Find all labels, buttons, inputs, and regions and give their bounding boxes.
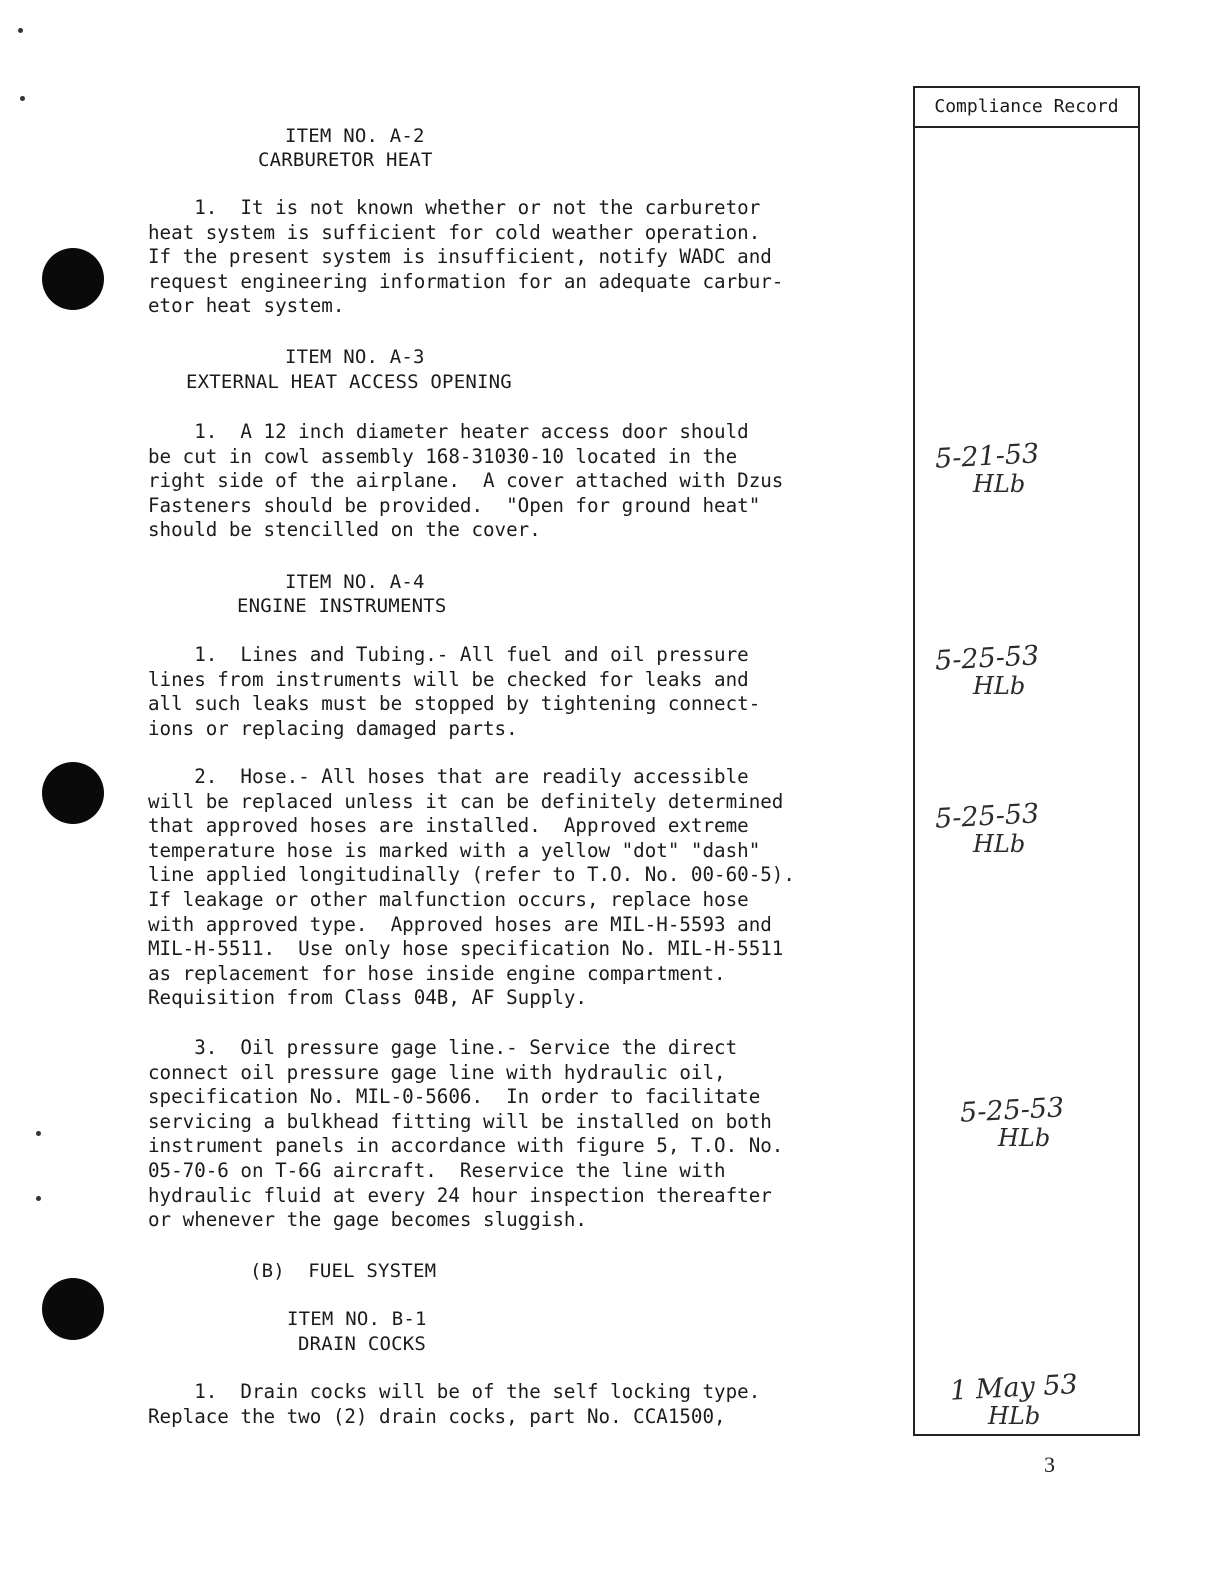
text-line: right side of the airplane. A cover attached with Dzus	[148, 469, 784, 493]
text-line: be cut in cowl assembly 168-31030-10 located in the	[148, 444, 738, 468]
punch-hole-middle	[42, 762, 104, 824]
compliance-initials: HLb	[973, 830, 1026, 858]
item-a2-number: ITEM NO. A-2	[285, 125, 425, 147]
text-line: MIL-H-5511. Use only hose specification No. MIL-H-5511	[148, 937, 784, 961]
text-line: heat system is sufficient for cold weather operation.	[148, 220, 761, 244]
text-line: request engineering information for an adequate carbur-	[148, 269, 784, 293]
item-b1-title: DRAIN COCKS	[298, 1333, 427, 1355]
compliance-date: 5-25-53	[934, 640, 1040, 677]
text-line: specification No. MIL-0-5606. In order to facilitate	[148, 1085, 761, 1109]
text-line: If leakage or other malfunction occurs, replace hose	[148, 887, 749, 911]
punch-hole-bottom	[42, 1278, 104, 1340]
text-line: 2. Hose.- All hoses that are readily accessible	[148, 765, 749, 788]
text-line: servicing a bulkhead fitting will be installed on both	[148, 1109, 772, 1133]
page-number: 3	[1044, 1452, 1055, 1477]
section-b-heading: (B) FUEL SYSTEM	[250, 1260, 437, 1282]
item-b1-number: ITEM NO. B-1	[287, 1308, 427, 1330]
item-a4-paragraph-3	[148, 1036, 848, 1233]
compliance-entry-a4-2	[935, 800, 1115, 858]
item-a3-paragraph-1	[148, 420, 848, 543]
item-a4-paragraph-2	[148, 765, 848, 1011]
text-line: or whenever the gage becomes sluggish.	[148, 1208, 587, 1232]
text-line: 1. A 12 inch diameter heater access door should	[148, 420, 749, 443]
text-line: temperature hose is marked with a yellow "dot" "dash"	[148, 838, 761, 862]
text-line: line applied longitudinally (refer to T.O. No. 00-60-5).	[148, 863, 795, 887]
compliance-record-header: Compliance Record	[915, 88, 1138, 128]
text-line: ions or replacing damaged parts.	[148, 716, 518, 740]
text-line: all such leaks must be stopped by tightening connect-	[148, 692, 761, 716]
paper-speck	[36, 1196, 41, 1201]
text-line: with approved type. Approved hoses are MIL-H-5593 and	[148, 912, 772, 936]
item-a4-number: ITEM NO. A-4	[285, 571, 425, 593]
item-a4-title: ENGINE INSTRUMENTS	[237, 595, 447, 617]
text-line: Requisition from Class 04B, AF Supply.	[148, 986, 587, 1010]
text-line: Fasteners should be provided. "Open for ground heat"	[148, 493, 761, 517]
text-line: that approved hoses are installed. Approved extreme	[148, 814, 749, 838]
text-line: etor heat system.	[148, 294, 345, 318]
item-a2-title: CARBURETOR HEAT	[258, 149, 433, 171]
paper-speck	[36, 1131, 41, 1136]
item-a3-number: ITEM NO. A-3	[285, 346, 425, 368]
item-b1-paragraph-1	[148, 1380, 848, 1429]
compliance-entry-a4-1	[935, 642, 1115, 700]
compliance-entry-a3	[935, 440, 1115, 498]
text-line: as replacement for hose inside engine compartment.	[148, 961, 726, 985]
item-a2-paragraph-1	[148, 196, 848, 319]
item-a3-title: EXTERNAL HEAT ACCESS OPENING	[186, 371, 512, 393]
compliance-date: 5-21-53	[934, 438, 1040, 475]
compliance-initials: HLb	[973, 470, 1026, 498]
text-line: 1. It is not known whether or not the carburetor	[148, 196, 761, 219]
text-line: hydraulic fluid at every 24 hour inspection thereafter	[148, 1183, 772, 1207]
text-line: lines from instruments will be checked for leaks and	[148, 667, 749, 691]
punch-hole-top	[42, 248, 104, 310]
compliance-initials: HLb	[998, 1124, 1051, 1152]
paper-speck	[20, 96, 25, 101]
text-line: instrument panels in accordance with figure 5, T.O. No.	[148, 1134, 784, 1158]
text-line: will be replaced unless it can be definitely determined	[148, 789, 784, 813]
text-line: 05-70-6 on T-6G aircraft. Reservice the line with	[148, 1158, 726, 1182]
text-line: If the present system is insufficient, notify WADC and	[148, 245, 772, 269]
compliance-initials: HLb	[988, 1402, 1041, 1430]
compliance-record-box	[913, 86, 1140, 1436]
paper-speck	[18, 28, 23, 33]
compliance-entry-a4-3	[960, 1094, 1140, 1152]
text-line: Replace the two (2) drain cocks, part No. CCA1500,	[148, 1404, 726, 1428]
text-line: connect oil pressure gage line with hydraulic oil,	[148, 1060, 726, 1084]
text-line: 1. Drain cocks will be of the self locking type.	[148, 1380, 761, 1403]
text-line: 3. Oil pressure gage line.- Service the direct	[148, 1036, 738, 1059]
text-line: 1. Lines and Tubing.- All fuel and oil pressure	[148, 643, 749, 666]
text-line: should be stencilled on the cover.	[148, 518, 541, 542]
compliance-initials: HLb	[973, 672, 1026, 700]
item-a4-paragraph-1	[148, 643, 848, 741]
compliance-date: 5-25-53	[934, 798, 1040, 835]
compliance-date: 5-25-53	[959, 1092, 1065, 1129]
compliance-date: 1 May 53	[949, 1369, 1079, 1407]
compliance-entry-b1	[949, 1369, 1130, 1430]
